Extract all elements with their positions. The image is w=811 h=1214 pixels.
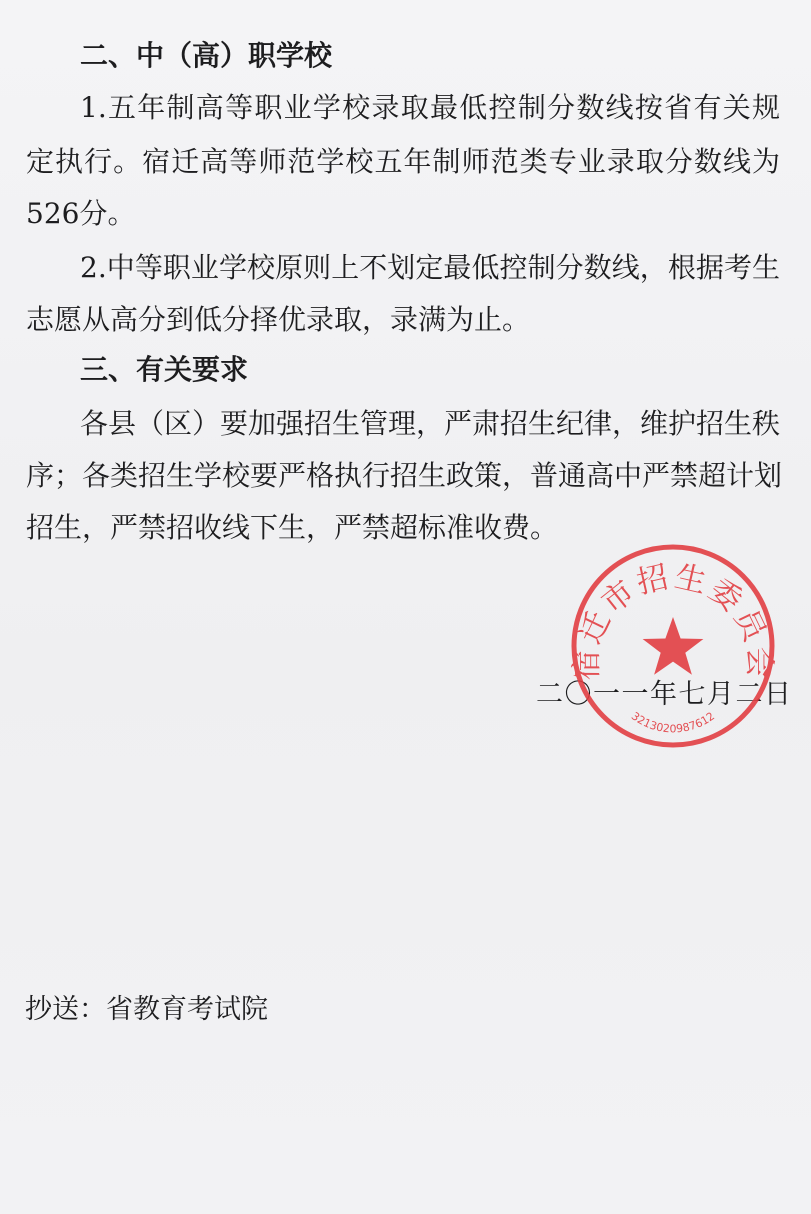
seal-star-icon bbox=[643, 617, 704, 675]
section-2-item-2-line-1: 2.中等职业学校原则上不划定最低控制分数线，根据考生 bbox=[80, 251, 780, 284]
official-seal bbox=[568, 541, 778, 751]
seal-text: 宿迁市招生委员会 bbox=[568, 558, 778, 681]
section-2-item-1-line-1: 1.五年制高等职业学校录取最低控制分数线按省有关规 bbox=[80, 91, 780, 124]
document-date: 二〇一一年七月二日 bbox=[536, 679, 791, 710]
section-3-para-line-3: 招生，严禁招收线下生，严禁超标准收费。 bbox=[26, 511, 559, 544]
section-2-heading: 二、中（高）职学校 bbox=[80, 39, 333, 72]
section-2-item-1-line-3: 526分。 bbox=[26, 197, 136, 230]
cc-line: 抄送：省教育考试院 bbox=[25, 994, 268, 1025]
section-2-item-2-line-2: 志愿从高分到低分择优录取，录满为止。 bbox=[26, 303, 531, 336]
section-2-item-1-line-2: 定执行。宿迁高等师范学校五年制师范类专业录取分数线为 bbox=[26, 145, 780, 178]
section-3-para-line-1: 各县（区）要加强招生管理，严肃招生纪律，维护招生秩 bbox=[80, 407, 781, 440]
section-3-heading: 三、有关要求 bbox=[80, 353, 249, 386]
section-3-para-line-2: 序；各类招生学校要严格执行招生政策，普通高中严禁超计划 bbox=[26, 459, 783, 492]
seal-code: 3213020987612 bbox=[628, 709, 718, 736]
